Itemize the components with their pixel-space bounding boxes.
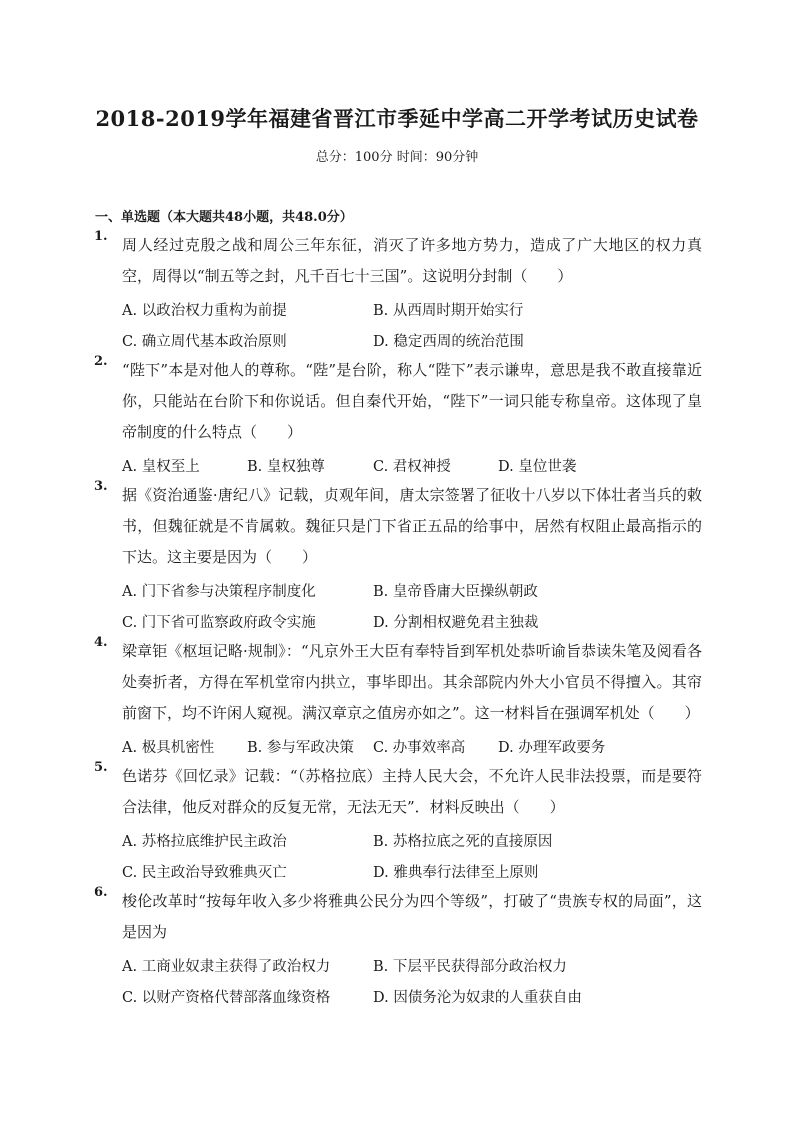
option-a[interactable]: A. 门下省参与决策程序制度化 [122, 584, 316, 600]
option-b[interactable]: B. 苏格拉底之死的直接原因 [373, 834, 553, 850]
option-b[interactable]: B. 参与军政决策 [247, 740, 354, 756]
option-a[interactable]: A. 苏格拉底维护民主政治 [122, 834, 287, 850]
option-a[interactable]: A. 以政治权力重构为前提 [122, 303, 287, 319]
option-c[interactable]: C. 君权神授 [373, 459, 451, 475]
question-stem: 据《资治通鉴·唐纪八》记载，贞观年间，唐太宗签署了征收十八岁以下体壮者当兵的敕书，但魏征就是不肯属敕。魏征只是门下省正五品的给事中，居然有权阻止最高指示的下达。这主要是因为（ ） [122, 486, 702, 566]
exam-subtitle: 总分：100分 时间：90分钟 [315, 150, 479, 165]
option-b[interactable]: B. 皇权独尊 [247, 459, 325, 475]
option-a[interactable]: A. 极具机密性 [122, 740, 215, 756]
option-a[interactable]: A. 工商业奴隶主获得了政治权力 [122, 959, 331, 975]
option-b[interactable]: B. 皇帝昏庸大臣操纵朝政 [373, 584, 538, 600]
question-number: 6. [94, 885, 108, 900]
question-number: 2. [94, 354, 108, 369]
question-stem: 梁章钜《枢垣记略·规制》：“凡京外王大臣有奉特旨到军机处恭听谕旨恭读朱笔及阅看各处奏折者，方得在军机堂帘内拱立，事毕即出。其余部院内外大小官员不得擅入。其帘前窗下，均不许闲人窥视。满汉章京之值房亦如之”。这一材料旨在强调军机处（ ） [122, 642, 702, 722]
question-number: 1. [94, 229, 108, 244]
option-b[interactable]: B. 从西周时期开始实行 [373, 303, 524, 319]
option-d[interactable]: D. 因债务沦为奴隶的人重获自由 [373, 990, 582, 1006]
option-d[interactable]: D. 稳定西周的统治范围 [373, 334, 524, 350]
option-c[interactable]: C. 民主政治导致雅典灭亡 [122, 865, 287, 881]
option-b[interactable]: B. 下层平民获得部分政治权力 [373, 959, 567, 975]
question-stem: 周人经过克殷之战和周公三年东征，消灭了许多地方势力，造成了广大地区的权力真空，周得以“制五等之封，凡千百七十三国”。这说明分封制（ ） [122, 236, 702, 285]
option-a[interactable]: A. 皇权至上 [122, 459, 200, 475]
option-c[interactable]: C. 确立周代基本政治原则 [122, 334, 287, 350]
question-number: 5. [94, 760, 108, 775]
option-c[interactable]: C. 办事效率高 [373, 740, 466, 756]
option-d[interactable]: D. 皇位世袭 [498, 459, 577, 475]
exam-title: 2018-2019学年福建省晋江市季延中学高二开学考试历史试卷 [95, 106, 699, 131]
question-number: 4. [94, 635, 108, 650]
option-d[interactable]: D. 办理军政要务 [498, 740, 606, 756]
section-heading: 一、单选题（本大题共48小题，共48.0分） [95, 210, 353, 225]
question-stem: 色诺芬《回忆录》记载：“（苏格拉底）主持人民大会，不允许人民非法投票，而是要符合法律，他反对群众的反复无常，无法无天”．材料反映出（ ） [122, 767, 702, 816]
option-c[interactable]: C. 门下省可监察政府政令实施 [122, 615, 316, 631]
question-stem: 梭伦改革时“按每年收入多少将雅典公民分为四个等级”，打破了“贵族专权的局面”，这是因为 [122, 892, 702, 941]
question-stem: “陛下”本是对他人的尊称。“陛”是台阶，称人“陛下”表示谦卑，意思是我不敢直接靠近你，只能站在台阶下和你说话。但自秦代开始，“陛下”一词只能专称皇帝。这体现了皇帝制度的什么特点（ ） [122, 361, 702, 441]
question-number: 3. [94, 479, 108, 494]
option-d[interactable]: D. 分割相权避免君主独裁 [373, 615, 539, 631]
option-d[interactable]: D. 雅典奉行法律至上原则 [373, 865, 539, 881]
option-c[interactable]: C. 以财产资格代替部落血缘资格 [122, 990, 331, 1006]
